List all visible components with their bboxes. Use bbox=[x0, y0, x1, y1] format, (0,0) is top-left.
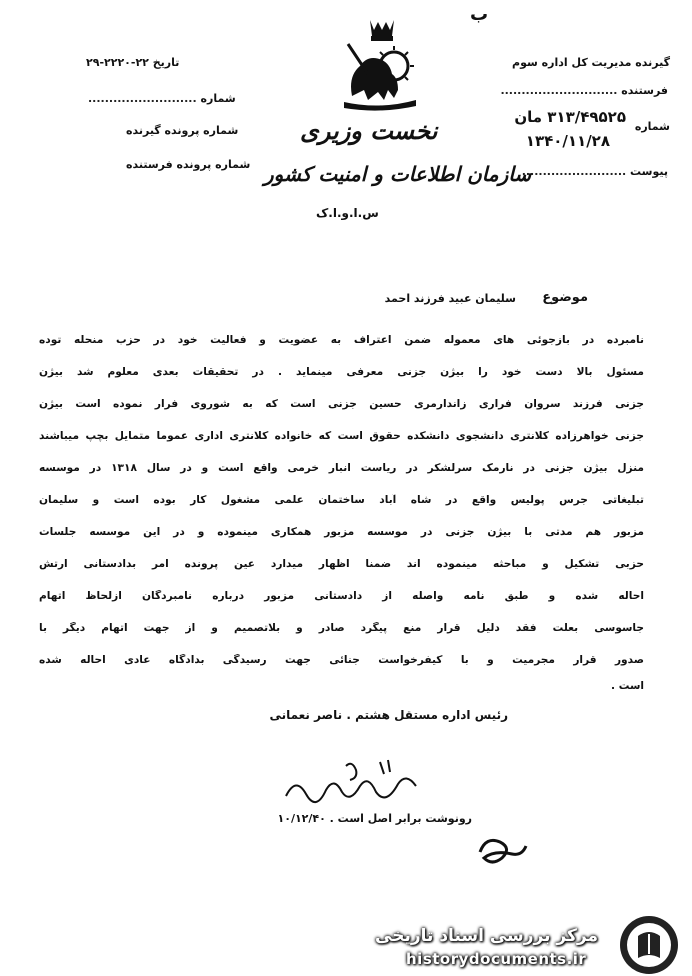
body-line: صدور قرار مجرمیت و با کیفرخواست جنائی جهت رسیدگی بدادگاه عادی احاله شده bbox=[39, 654, 644, 666]
org-code: س.ا.و.ا.ک bbox=[316, 206, 379, 220]
signer-title: رئیس اداره مستقل هشتم . ناصر نعمانی bbox=[269, 708, 508, 722]
handwritten-signature-icon bbox=[276, 756, 426, 816]
lion-and-sun-emblem-icon bbox=[338, 14, 422, 114]
body-line: تبلیغاتی جرس پولیس واقع در شاه آباد ساختمان علمی مشغول کار بوده است و سلیمان bbox=[39, 494, 644, 506]
body-line: جزنی خواهرزاده کلانتری دانشجوی دانشکده حقوق است که خانواده کلانتری اداری عموما متمایل بچپ میباشند bbox=[39, 430, 644, 442]
body-line: مزبور هم مدتی با بیژن جزنی در موسسه مزبور همکاری مینموده و در این موسسه جلسات bbox=[39, 526, 644, 538]
org-line2: سازمان اطلاعات و امنیت کشور bbox=[264, 162, 532, 186]
body-line: احاله شده و طبق نامه واصله از دادستانی مزبور درباره نامبردگان ازلحاظ اتهام bbox=[39, 590, 644, 602]
file-receiver-label: شماره پرونده گیرنده bbox=[126, 124, 239, 137]
date-row bbox=[86, 56, 179, 69]
initials-signature-icon bbox=[472, 832, 532, 868]
watermark bbox=[0, 906, 692, 976]
body-line: جزنی فرزند سروان فراری زاندارمری حسین جزنی است که به شوروی فرار نموده است بیژن bbox=[39, 398, 644, 410]
org-line1: نخست وزیری bbox=[300, 116, 438, 145]
body-line: است . bbox=[611, 680, 644, 692]
body-line: منزل بیژن جزنی در نارمک سرلشکر در ریاست انبار خرمی واقع است و در سال ۱۳۱۸ در موسسه bbox=[39, 462, 644, 474]
subject-label: موضوع bbox=[542, 290, 588, 305]
body-line: نامبرده در بازجوئی های معموله ضمن اعتراف به عضویت و فعالیت خود در حزب منحله توده bbox=[39, 334, 644, 346]
sender-row: فرستنده ............................ bbox=[500, 84, 668, 97]
date-value: ۱۳۴۰/۱۱/۲۸ bbox=[525, 132, 610, 150]
watermark-url: historydocuments.ir bbox=[406, 950, 587, 968]
number-left-label: شماره bbox=[200, 92, 236, 105]
watermark-center-name: مرکز بررسی اسناد تاریخی bbox=[375, 926, 598, 946]
file-sender-label: شماره پرونده فرستنده bbox=[126, 158, 251, 171]
top-mark: ب bbox=[470, 4, 489, 25]
number-left-row: شماره .......................... bbox=[88, 92, 236, 105]
date-label: تاریخ bbox=[152, 56, 180, 69]
attachment-label: پیوست bbox=[630, 165, 668, 178]
body-line: حزبی تشکیل و مباحثه مینموده اند ضمنا اظهار میدارد عین پرونده امر بدادستانی ارتش bbox=[39, 558, 644, 570]
sender-label: فرستنده bbox=[621, 84, 668, 97]
recipient-label: گیرنده مدیریت کل اداره سوم bbox=[512, 56, 670, 69]
copy-note: رونوشت برابر اصل است . ۱۰/۱۲/۴۰ bbox=[277, 812, 472, 825]
number-label: شماره bbox=[634, 120, 670, 133]
archive-logo-icon bbox=[618, 914, 680, 976]
attachment-row: پیوست ......................... bbox=[521, 165, 668, 178]
subject-value: سلیمان عبید فرزند احمد bbox=[384, 292, 516, 305]
date-left-value: ۲۲-۲۲۲۰-۲۹ bbox=[86, 56, 149, 69]
body-line: جاسوسی بعلت فقد دلیل قرار منع پیگرد صادر و بلاتصمیم و از جهت اتهام دیگر با bbox=[39, 622, 644, 634]
body-line: مسئول بالا دست خود را بیژن جزنی معرفی مینماید . در تحقیقات بعدی معلوم شد بیژن bbox=[39, 366, 644, 378]
number-value: ۳۱۳/۴۹۵۲۵ مان bbox=[514, 108, 626, 126]
